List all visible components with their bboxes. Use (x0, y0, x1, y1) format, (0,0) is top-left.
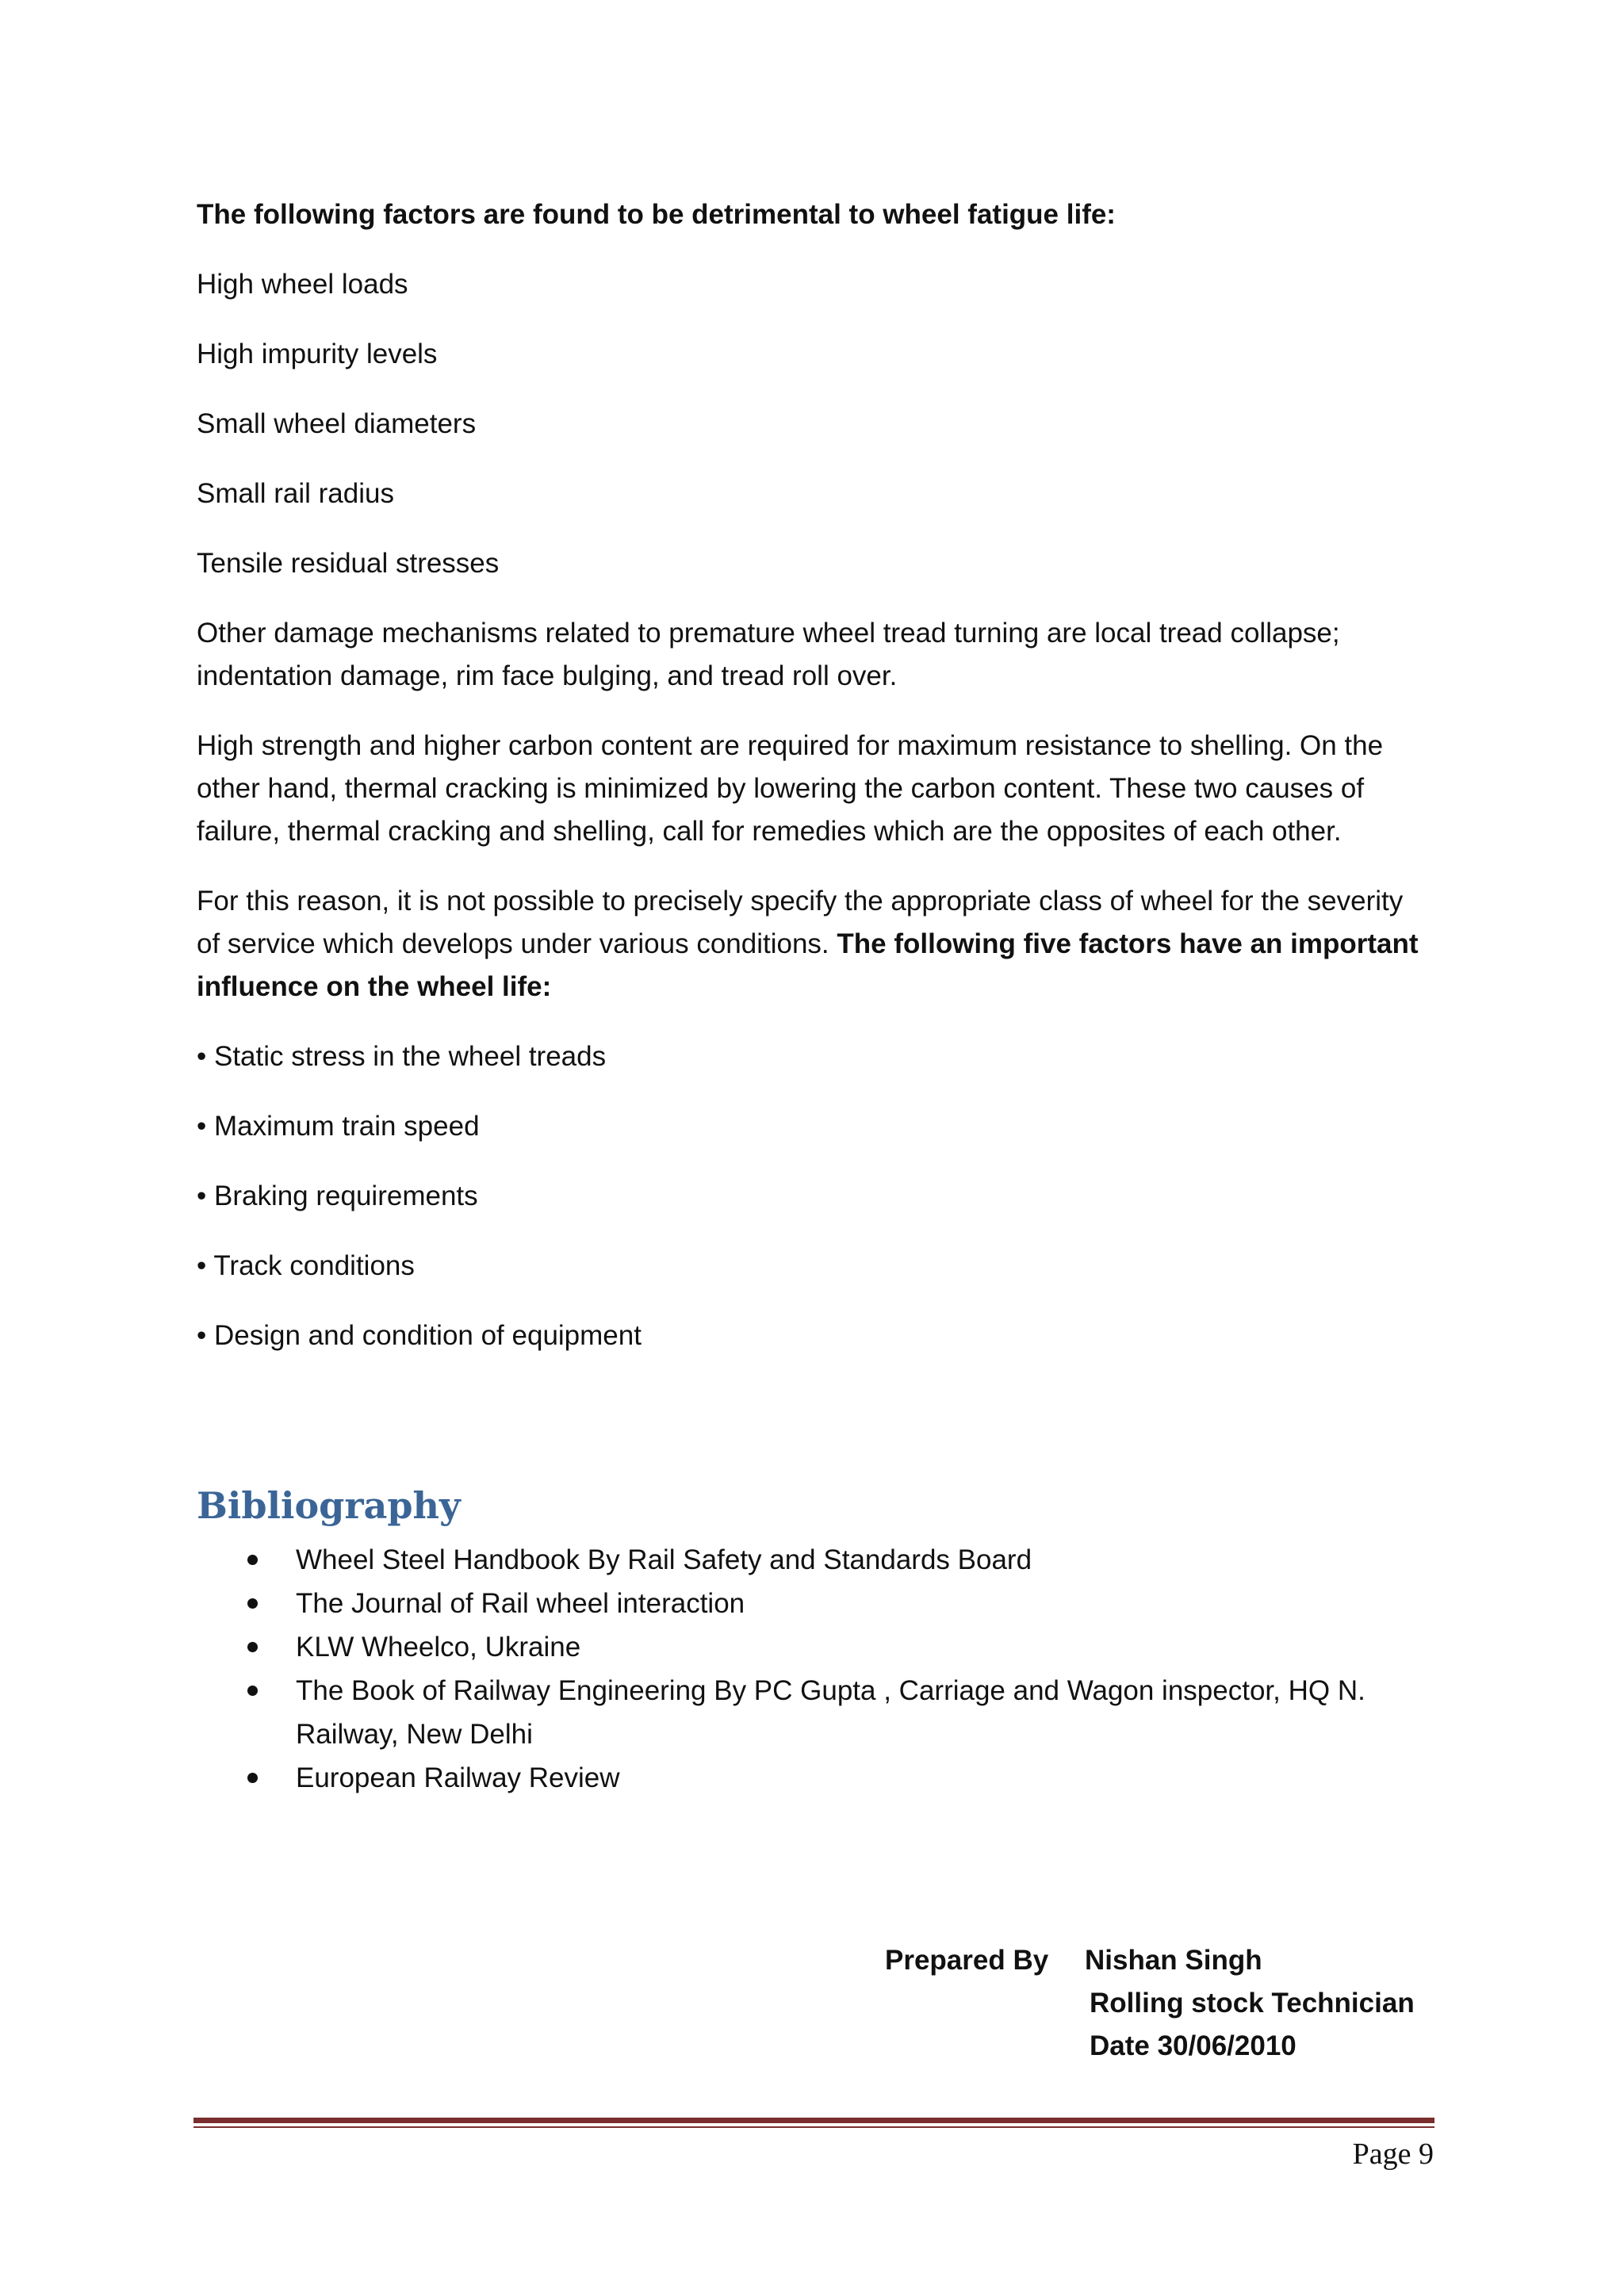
bibliography-title: Bibliography (197, 1484, 461, 1527)
bibliography-item (197, 1625, 1434, 1669)
paragraph-strength: High strength and higher carbon content are required for maximum resistance to shelling. On the other hand, thermal cracking is minimized by lowering the carbon content. These two causes of failure, thermal cracking and shelling, call for remedies which are the opposites of each other. (197, 730, 1384, 847)
author-role: Rolling stock Technician (1090, 1988, 1415, 2019)
bibliography-list (197, 1538, 1434, 1800)
factor-item: Small wheel diameters (197, 408, 477, 439)
bibliography-item (197, 1582, 1434, 1625)
influence-factor-item: • Braking requirements (197, 1181, 478, 1211)
bibliography-item-text: The Journal of Rail wheel interaction (296, 1588, 745, 1619)
factor-item: Tensile residual stresses (197, 548, 500, 579)
paragraph-reason-text: For this reason, it is not possible to precisely specify the appropriate class of wheel for the severity of service which develops under various conditions. (197, 886, 1404, 959)
bibliography-item (197, 1538, 1434, 1582)
bullet-icon (247, 1686, 258, 1696)
bullet-icon (247, 1598, 258, 1609)
author-name: Nishan Singh (1085, 1945, 1262, 1976)
bibliography-item (197, 1756, 1434, 1800)
influence-factor-item: • Maximum train speed (197, 1111, 480, 1142)
bullet-icon (247, 1773, 258, 1783)
influence-factor-item: • Design and condition of equipment (197, 1320, 642, 1351)
footer-divider-thin (193, 2126, 1434, 2128)
prepared-date: Date 30/06/2010 (1090, 2030, 1297, 2061)
factor-item: High impurity levels (197, 339, 438, 369)
bibliography-item (197, 1669, 1434, 1756)
footer-divider-thick (193, 2118, 1434, 2123)
paragraph-damage: Other damage mechanisms related to premature wheel tread turning are local tread collapse; indentation damage, rim face bulging, and tread roll over. (197, 618, 1340, 691)
factor-item: High wheel loads (197, 269, 408, 300)
prepared-by-label: Prepared By (885, 1945, 1049, 1976)
bibliography-item-text: Wheel Steel Handbook By Rail Safety and Standards Board (296, 1544, 1032, 1575)
paragraph-reason-bold: The following five factors have an important influence on the wheel life: (197, 928, 1419, 1002)
main-content (197, 193, 1434, 1384)
influence-factor-item: • Static stress in the wheel treads (197, 1041, 607, 1072)
page-number: Page 9 (1352, 2137, 1434, 2171)
intro-heading: The following factors are found to be detrimental to wheel fatigue life: (197, 199, 1116, 230)
bibliography-item-text: European Railway Review (296, 1762, 620, 1793)
bullet-icon (247, 1642, 258, 1652)
influence-factor-item: • Track conditions (197, 1250, 415, 1281)
factor-item: Small rail radius (197, 478, 394, 509)
bibliography-item-text: The Book of Railway Engineering By PC Gupta , Carriage and Wagon inspector, HQ N. Railway, New Delhi (296, 1675, 1365, 1750)
paragraph-reason (197, 880, 1434, 1008)
bullet-icon (247, 1555, 258, 1565)
bibliography-item-text: KLW Wheelco, Ukraine (296, 1632, 581, 1663)
